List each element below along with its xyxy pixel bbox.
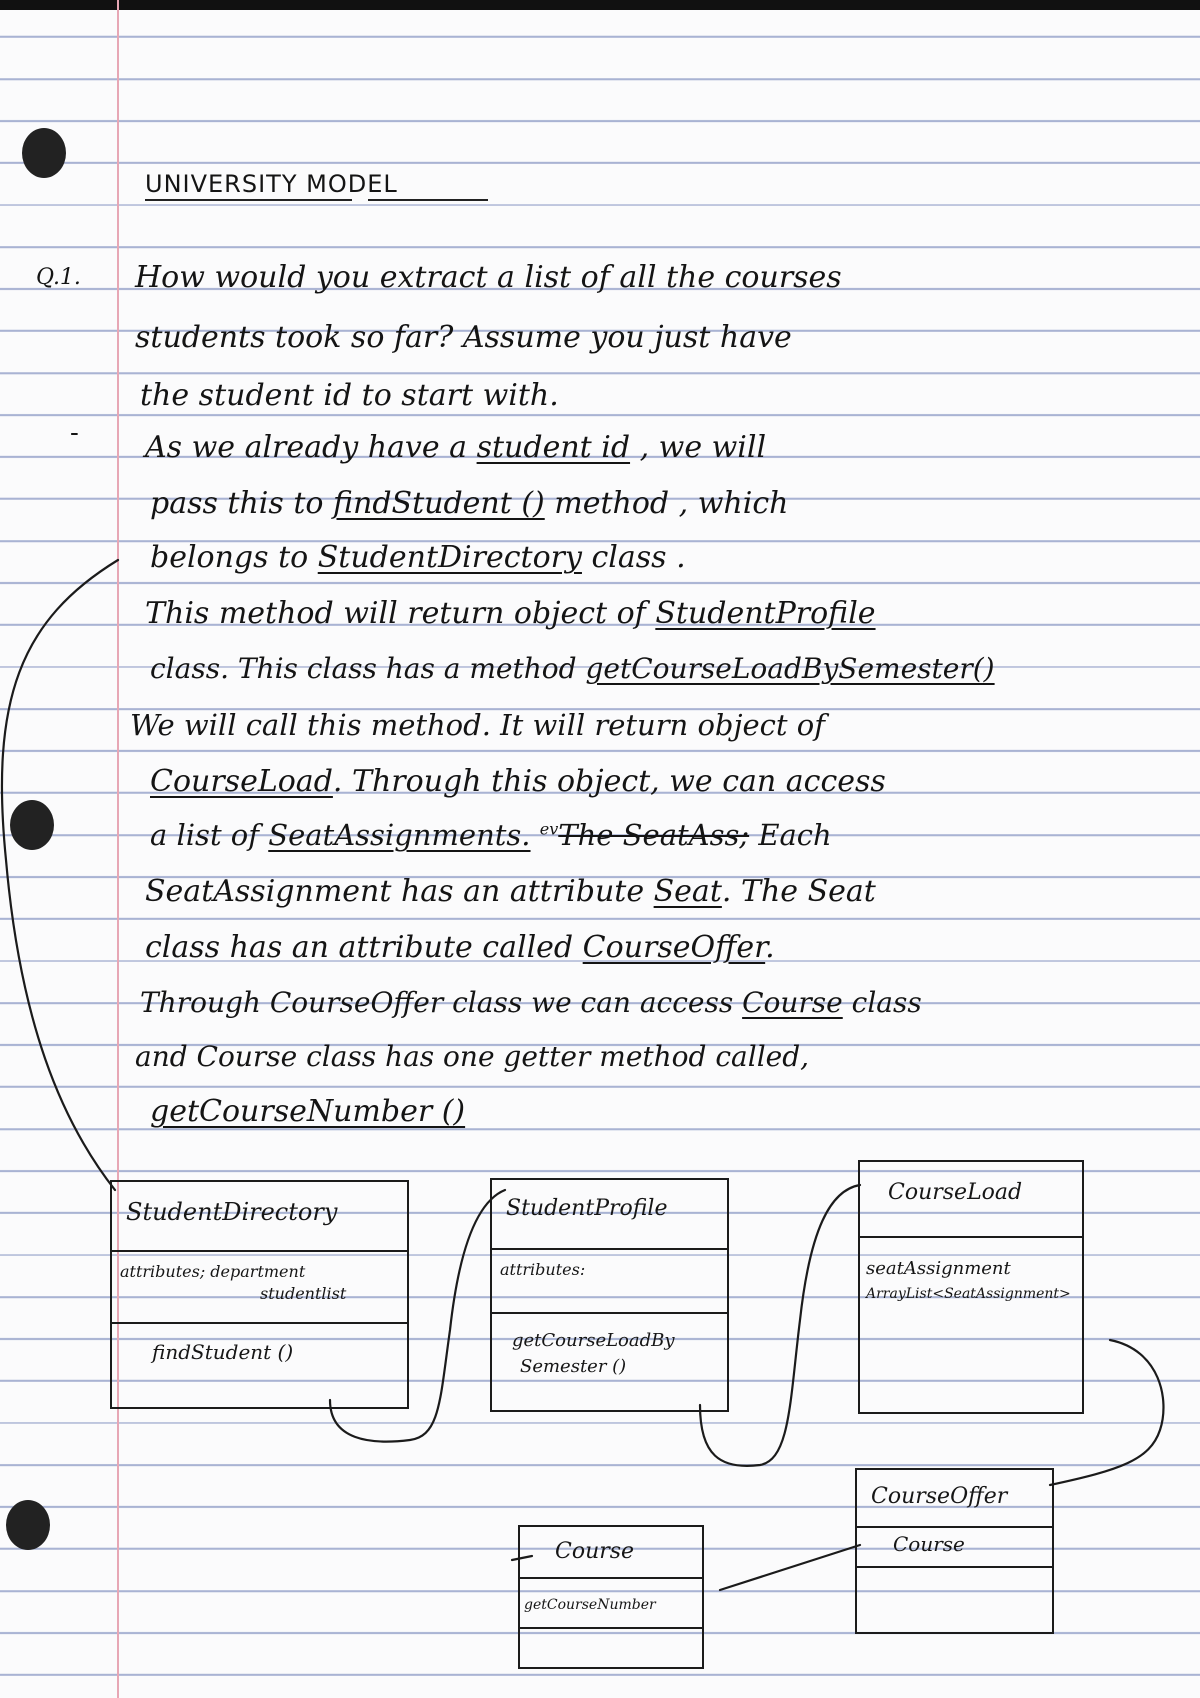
- question-line: How would you extract a list of all the courses: [135, 260, 842, 295]
- connector-curve: [1050, 1340, 1163, 1485]
- class-method: Semester (): [520, 1356, 627, 1377]
- question-number: Q.1.: [36, 265, 81, 290]
- connector-curve: [2, 560, 118, 1190]
- class-name: StudentProfile: [506, 1196, 668, 1221]
- class-method: getCourseNumber: [524, 1597, 656, 1613]
- connector-line: [512, 1556, 532, 1560]
- connector-curve: [700, 1185, 860, 1466]
- answer-line: and Course class has one getter method called,: [135, 1040, 810, 1073]
- class-name: CourseOffer: [871, 1484, 1008, 1509]
- answer-line: class. This class has a method getCourseLoadBySemester(): [150, 652, 995, 685]
- connector-line: [720, 1545, 860, 1590]
- question-line: students took so far? Assume you just have: [135, 320, 792, 355]
- class-attribute: studentlist: [260, 1284, 347, 1303]
- class-name: CourseLoad: [888, 1180, 1023, 1205]
- answer-line: We will call this method. It will return object of: [130, 708, 825, 742]
- answer-line: This method will return object of StudentProfile: [145, 596, 876, 631]
- class-method: getCourseLoadBy: [512, 1330, 675, 1351]
- class-attribute: attributes; department: [120, 1262, 306, 1281]
- class-name: Course: [555, 1539, 635, 1564]
- connector-curve: [330, 1190, 505, 1442]
- answer-line: As we already have a student id , we will: [145, 430, 767, 465]
- answer-line: Through CourseOffer class we can access Course class: [140, 986, 922, 1019]
- question-line: the student id to start with.: [140, 378, 559, 413]
- class-attribute: Course: [893, 1532, 965, 1556]
- answer-line: getCourseNumber (): [150, 1094, 466, 1129]
- answer-line: pass this to findStudent () method , which: [150, 486, 789, 521]
- answer-line: a list of SeatAssignments. $^{ev}$The SeatAss; Each: [150, 818, 832, 852]
- class-name: StudentDirectory: [126, 1198, 338, 1226]
- class-method: findStudent (): [152, 1340, 294, 1364]
- class-attribute: seatAssignment: [866, 1258, 1011, 1279]
- answer-line: SeatAssignment has an attribute Seat. The Seat: [145, 874, 876, 909]
- answer-line: CourseLoad. Through this object, we can access: [150, 764, 886, 799]
- answer-line: belongs to StudentDirectory class .: [150, 540, 686, 575]
- class-attribute: ArrayList<SeatAssignment>: [866, 1286, 1071, 1302]
- answer-line: class has an attribute called CourseOffer.: [145, 930, 775, 965]
- answer-marker: -: [70, 418, 79, 448]
- page-heading: UNIVERSITY MODEL: [145, 170, 398, 198]
- class-attribute: attributes:: [500, 1260, 586, 1279]
